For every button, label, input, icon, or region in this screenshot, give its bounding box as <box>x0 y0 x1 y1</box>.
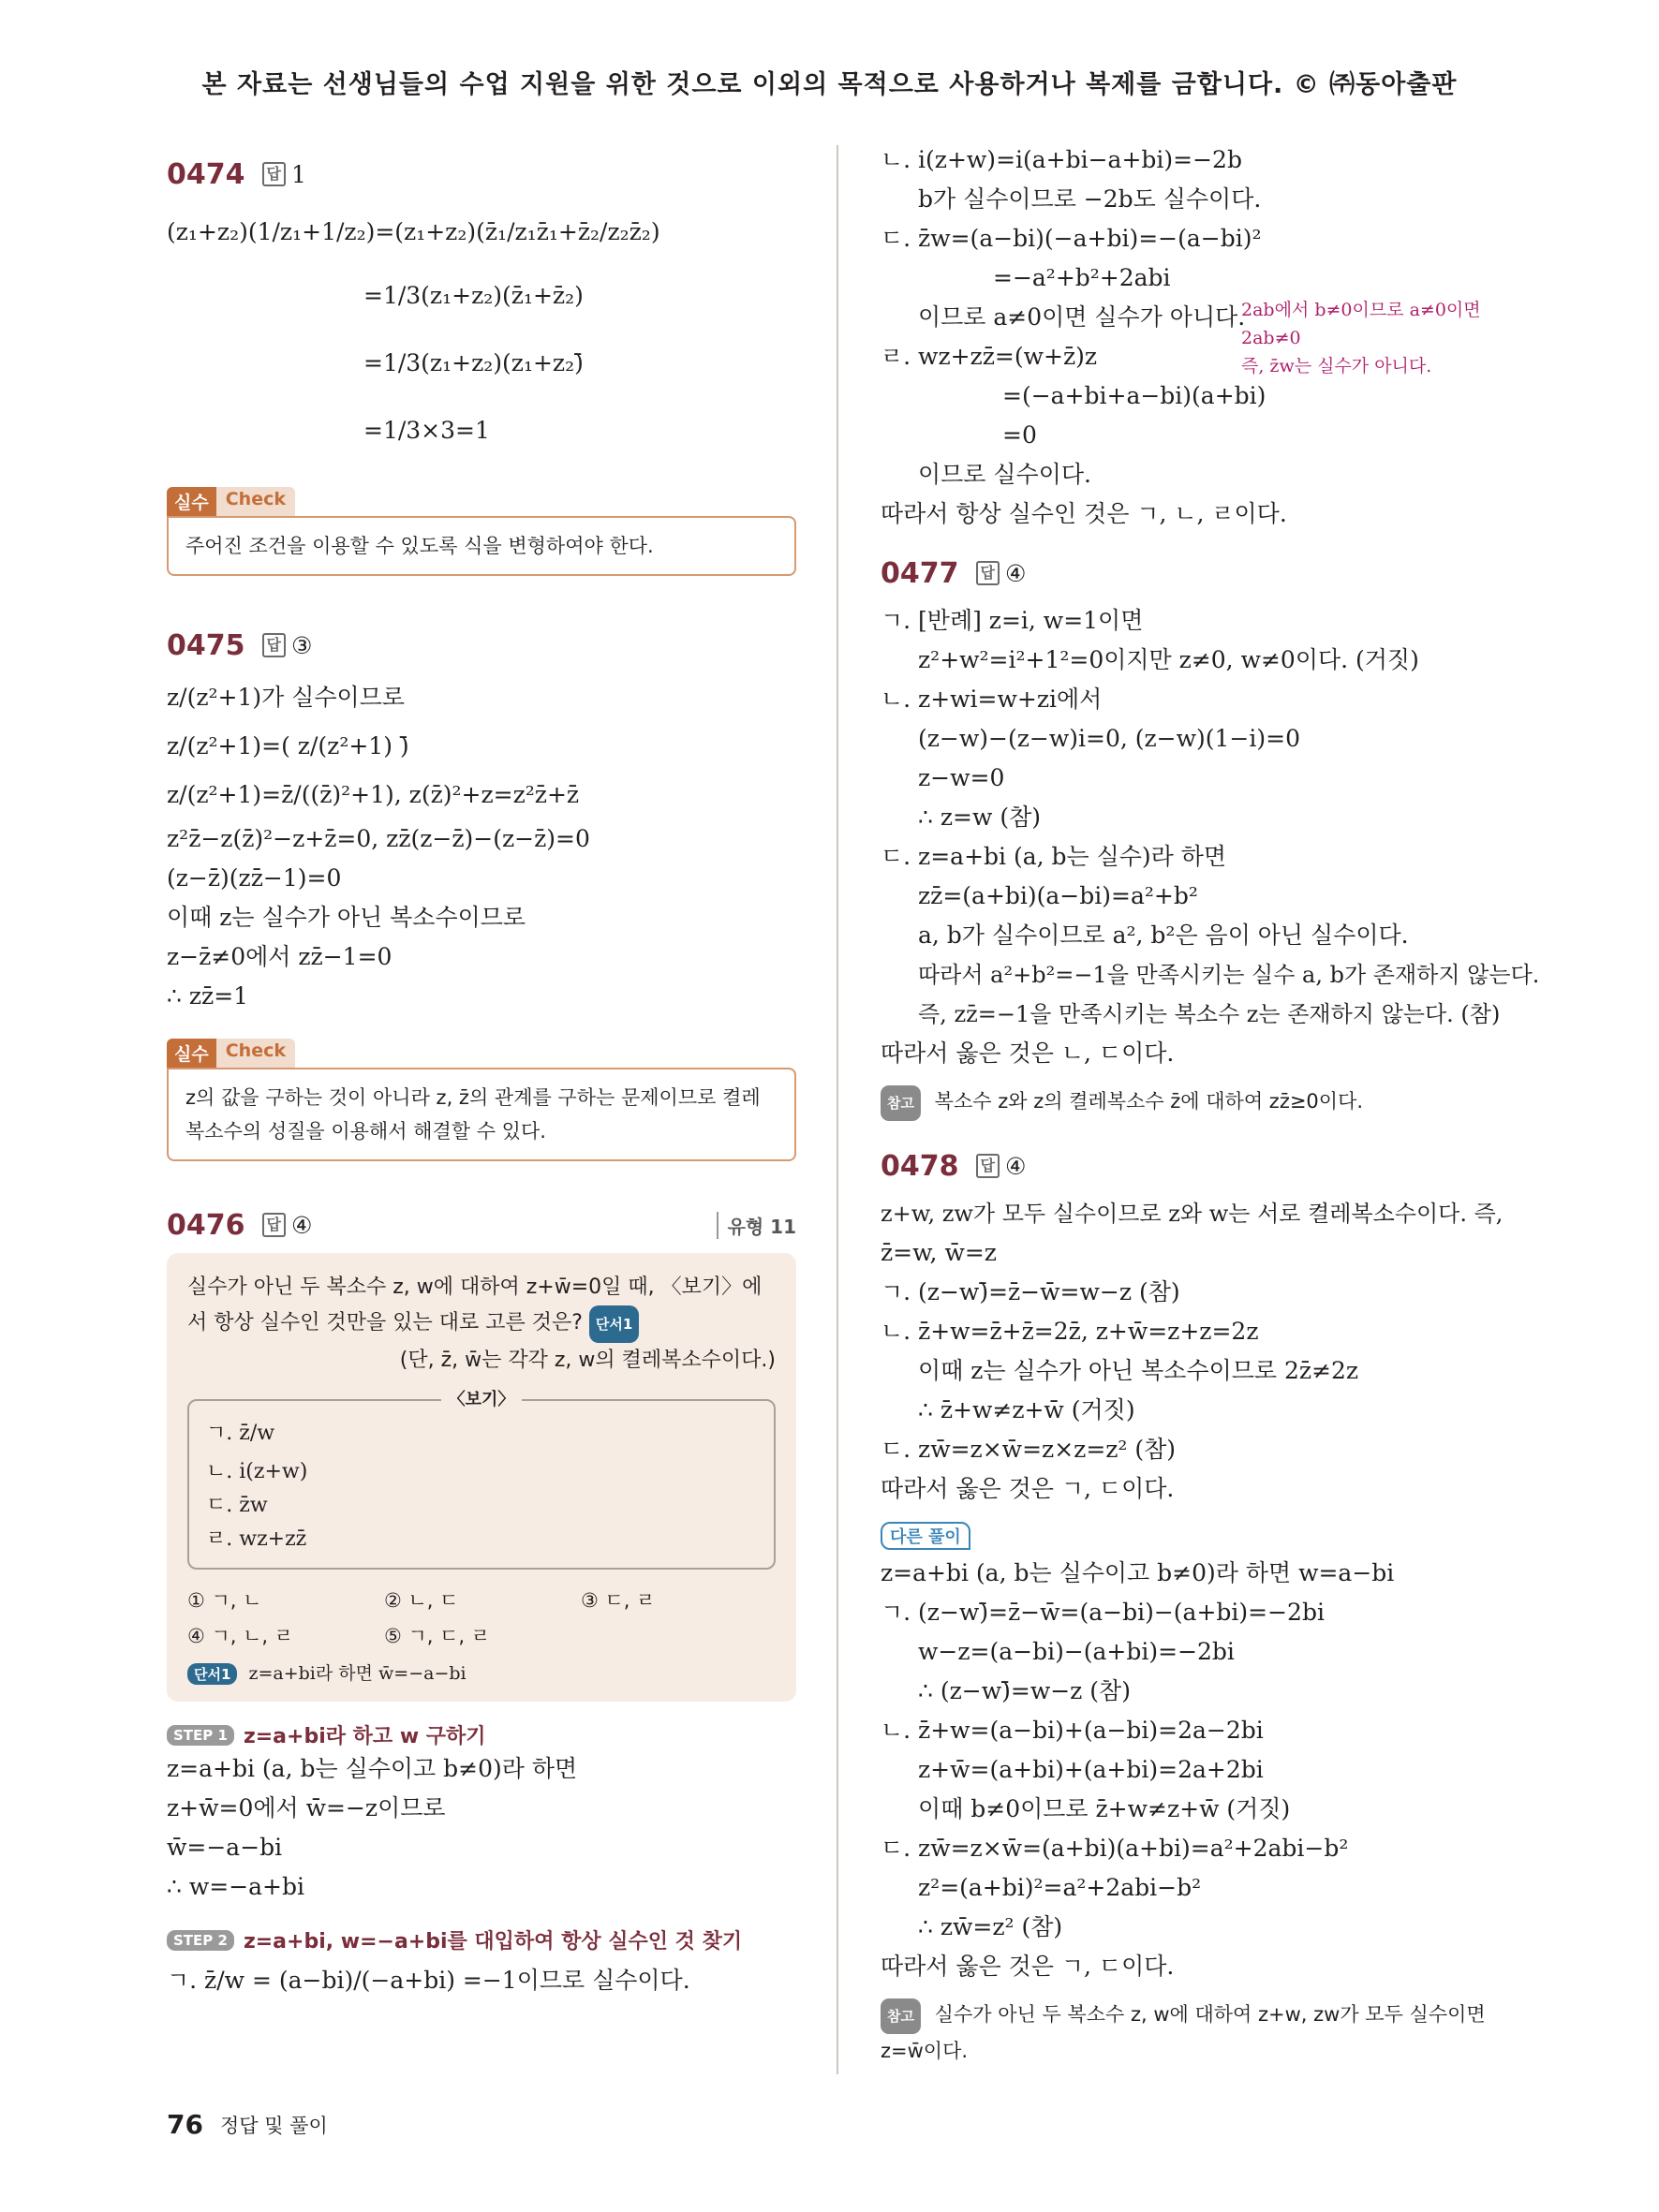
margin-annotation <box>1241 296 1481 380</box>
mistake-check-box <box>167 487 796 576</box>
solution-line: (z−z̄)(zz̄−1)=0 <box>167 864 342 892</box>
solution-line: z/(z²+1)=( z/(z²+1) )̄ <box>167 732 409 759</box>
solution-line: z=a+bi (a, b는 실수이고 b≠0)라 하면 w=a−bi <box>881 1559 1395 1586</box>
reference-note <box>881 1998 1518 2068</box>
check-tag-a: 실수 <box>167 1039 216 1068</box>
problem-type-tag: 유형 11 <box>717 1212 796 1239</box>
solution-line: =(−a+bi+a−bi)(a+bi) <box>1002 382 1266 409</box>
problem-number: 0474 <box>167 157 245 191</box>
solution-line: 이때 z는 실수가 아닌 복소수이므로 <box>167 904 526 931</box>
check-text: z의 값을 구하는 것이 아니라 z, z̄의 관계를 구하는 문제이므로 켤레복소수의 성질을 이용해서 해결할 수 있다. <box>167 1068 796 1161</box>
solution-line: 이므로 실수이다. <box>918 461 1091 488</box>
bogi-item: ㄹ. wz+zz̄ <box>206 1527 307 1551</box>
right-column <box>881 140 1540 2068</box>
check-tag-b: Check <box>216 487 295 516</box>
solution-line: w−z=(a−bi)−(a+bi)=−2bi <box>918 1638 1235 1665</box>
problem-number: 0478 <box>881 1149 959 1183</box>
note-text: 복소수 z와 z의 켤레복소수 z̄에 대하여 zz̄≥0이다. <box>934 1090 1364 1113</box>
annotation-line: 2ab≠0 <box>1241 328 1301 348</box>
solution-line: 따라서 옳은 것은 ㄱ, ㄷ이다. <box>881 1475 1175 1502</box>
problem-header-0474 <box>167 154 796 195</box>
solution-line: ∴ z̄+w≠z+w̄ (거짓) <box>918 1396 1135 1423</box>
step-1-heading <box>167 1720 796 1749</box>
solution-line: =0 <box>1002 421 1037 449</box>
solution-line: ㄴ. z+wi=w+zi에서 <box>881 686 1103 713</box>
solution-line: ∴ zw̄=z² (참) <box>918 1913 1063 1940</box>
solution-line: z²=(a+bi)²=a²+2abi−b² <box>918 1874 1202 1901</box>
annotation-line: 즉, z̄w는 실수가 아니다. <box>1241 356 1432 376</box>
annotation-line: 2ab에서 b≠0이므로 a≠0이면 <box>1241 300 1481 320</box>
solution-line: zz̄=(a+bi)(a−bi)=a²+b² <box>918 882 1198 909</box>
bogi-title: 〈보기〉 <box>441 1390 523 1409</box>
question-text: 실수가 아닌 두 복소수 z, w에 대하여 z+w̄=0일 때, 〈보기〉에서 항상 실수인 것만을 있는 대로 고른 것은? <box>187 1276 763 1335</box>
solution-line: z²+w²=i²+1²=0이지만 z≠0, w≠0이다. (거짓) <box>918 646 1419 673</box>
note-tag: 참고 <box>881 1085 921 1121</box>
solution-line: ∴ w=−a+bi <box>167 1873 304 1900</box>
answer <box>976 1153 1027 1180</box>
problem-number: 0475 <box>167 628 245 662</box>
solution-line: ㄴ. z̄+w=(a−bi)+(a−bi)=2a−2bi <box>881 1717 1264 1744</box>
page-footer <box>167 2109 328 2140</box>
solution-line: a, b가 실수이므로 a², b²은 음이 아닌 실수이다. <box>918 922 1409 949</box>
step-tag: STEP 1 <box>167 1725 234 1746</box>
solution-line: ㄷ. z̄w=(a−bi)(−a+bi)=−(a−bi)² <box>881 225 1262 252</box>
problem-header-0475 <box>167 625 796 666</box>
solution-line: (z−w)−(z−w)i=0, (z−w)(1−i)=0 <box>918 725 1300 752</box>
hint-text: z=a+bi라 하면 w̄=−a−bi <box>248 1663 467 1684</box>
solution-line: ∴ (z−w)̄=w−z (참) <box>918 1677 1131 1704</box>
copyright-banner: 본 자료는 선생님들의 수업 지원을 위한 것으로 이외의 목적으로 사용하거나 복제를 금합니다. © ㈜동아출판 <box>201 70 1458 99</box>
answer-tag: 답 <box>976 1154 1000 1178</box>
answer-value: ④ <box>1004 559 1027 587</box>
solution-line: 이때 z는 실수가 아닌 복소수이므로 2z̄≠2z <box>918 1357 1359 1384</box>
solution-line: z=a+bi (a, b는 실수이고 b≠0)라 하면 <box>167 1755 578 1782</box>
solution-line: =1/3(z₁+z₂)(z̄₁+z̄₂) <box>363 282 584 309</box>
solution-line: 이때 b≠0이므로 z̄+w≠z+w̄ (거짓) <box>918 1795 1291 1822</box>
solution-line: z−z̄≠0에서 zz̄−1=0 <box>167 943 393 970</box>
note-tag: 참고 <box>881 1998 921 2034</box>
check-text: 주어진 조건을 이용할 수 있도록 식을 변형하여야 한다. <box>167 516 796 576</box>
problem-header-0476 <box>167 1204 796 1246</box>
bogi-item: ㄱ. z̄/w <box>206 1422 275 1445</box>
solution-line: z/(z²+1)가 실수이므로 <box>167 684 405 711</box>
answer <box>262 632 313 659</box>
step-title: z=a+bi라 하고 w 구하기 <box>243 1725 486 1748</box>
page-number: 76 <box>167 2109 203 2140</box>
choice-1: ① ㄱ, ㄴ <box>187 1589 262 1612</box>
answer-tag: 답 <box>262 633 286 657</box>
step-2-heading <box>167 1925 796 1954</box>
solution-line: ∴ zz̄=1 <box>167 982 249 1010</box>
solution-line: ㄷ. zw̄=z×w̄=(a+bi)(a+bi)=a²+2abi−b² <box>881 1835 1349 1862</box>
answer-choices <box>187 1583 776 1654</box>
left-column <box>167 140 796 2007</box>
solution-line: ㄴ. i(z+w)=i(a+bi−a+bi)=−2b <box>881 146 1242 173</box>
solution-line: z/(z²+1)=z̄/((z̄)²+1), z(z̄)²+z=z²z̄+z̄ <box>167 781 580 808</box>
check-tag-b: Check <box>216 1039 295 1068</box>
choice-4: ④ ㄱ, ㄴ, ㄹ <box>187 1625 294 1647</box>
solution-line: ㄷ. z=a+bi (a, b는 실수)라 하면 <box>881 843 1227 870</box>
hint-badge: 단서1 <box>187 1663 237 1685</box>
solution-line: 따라서 a²+b²=−1을 만족시키는 실수 a, b가 존재하지 않는다. <box>918 962 1540 988</box>
bogi-box <box>187 1390 776 1570</box>
solution-line: b가 실수이므로 −2b도 실수이다. <box>918 185 1262 213</box>
solution-line: =−a²+b²+2abi <box>993 264 1171 291</box>
question-box <box>167 1253 796 1702</box>
solution-line: ㄱ. z̄/w = (a−bi)/(−a+bi) =−1이므로 실수이다. <box>167 1967 690 1994</box>
bogi-item: ㄷ. z̄w <box>206 1494 268 1517</box>
solution-line: =1/3(z₁+z₂)(z₁+z₂)̄ <box>363 349 584 376</box>
solution-line: 즉, zz̄=−1을 만족시키는 복소수 z는 존재하지 않는다. (참) <box>918 1001 1501 1027</box>
solution-line: z²z̄−z(z̄)²−z+z̄=0, zz̄(z−z̄)−(z−z̄)=0 <box>167 825 590 852</box>
choice-2: ② ㄴ, ㄷ <box>384 1589 459 1612</box>
bogi-item: ㄴ. i(z+w) <box>206 1460 308 1483</box>
answer <box>976 560 1027 587</box>
solution-line: ∴ z=w (참) <box>918 804 1041 831</box>
solution-line: z+w, zw가 모두 실수이므로 z와 w는 서로 켤레복소수이다. 즉, <box>881 1201 1503 1227</box>
answer-value: 1 <box>290 160 306 188</box>
question-condition: (단, z̄, w̄는 각각 z, w의 켤레복소수이다.) <box>399 1349 776 1372</box>
column-divider <box>837 145 838 2074</box>
answer <box>262 161 306 188</box>
solution-line: =1/3×3=1 <box>363 417 490 444</box>
note-text: 실수가 아닌 두 복소수 z, w에 대하여 z+w, zw가 모두 실수이면 z=w̄이다. <box>881 2003 1486 2062</box>
answer-value: ③ <box>290 631 313 659</box>
solution-line: ㄹ. wz+zz̄=(w+z̄)z <box>881 343 1098 370</box>
answer-tag: 답 <box>262 1213 286 1237</box>
solution-line: 따라서 옳은 것은 ㄱ, ㄷ이다. <box>881 1953 1175 1980</box>
answer-value: ④ <box>290 1211 313 1239</box>
hint-badge: 단서1 <box>589 1305 639 1343</box>
choice-3: ③ ㄷ, ㄹ <box>581 1589 656 1612</box>
step-tag: STEP 2 <box>167 1930 234 1951</box>
check-tag-a: 실수 <box>167 487 216 516</box>
answer-tag: 답 <box>976 561 1000 585</box>
solution-line: ㄷ. zw̄=z×w̄=z×z=z² (참) <box>881 1436 1177 1463</box>
solution-line: w̄=−a−bi <box>167 1834 283 1861</box>
solution-line: ㄴ. z̄+w=z̄+z̄=2z̄, z+w̄=z+z=2z <box>881 1318 1259 1345</box>
choice-5: ⑤ ㄱ, ㄷ, ㄹ <box>384 1625 491 1647</box>
problem-number: 0477 <box>881 556 959 590</box>
problem-header-0477 <box>881 553 1518 594</box>
alternate-solution-tag: 다른 풀이 <box>881 1522 970 1550</box>
solution-line: 따라서 옳은 것은 ㄴ, ㄷ이다. <box>881 1040 1175 1067</box>
answer <box>262 1212 313 1239</box>
solution-line: ㄱ. [반례] z=i, w=1이면 <box>881 607 1144 634</box>
step-title: z=a+bi, w=−a+bi를 대입하여 항상 실수인 것 찾기 <box>243 1930 743 1954</box>
mistake-check-box <box>167 1039 796 1161</box>
problem-number: 0476 <box>167 1208 245 1242</box>
answer-value: ④ <box>1004 1152 1027 1180</box>
solution-line: (z₁+z₂)(1/z₁+1/z₂)=(z₁+z₂)(z̄₁/z₁z̄₁+z̄₂/z₂z̄₂) <box>167 218 660 245</box>
solution-line: ㄱ. (z−w)̄=z̄−w̄=(a−bi)−(a+bi)=−2bi <box>881 1599 1325 1626</box>
reference-note <box>881 1084 1518 1121</box>
answer-tag: 답 <box>262 162 286 186</box>
footer-text: 정답 및 풀이 <box>219 2114 328 2137</box>
solution-line: ㄱ. (z−w)̄=z̄−w̄=w−z (참) <box>881 1278 1180 1305</box>
problem-header-0478 <box>881 1145 1518 1187</box>
solution-line: z+w̄=(a+bi)+(a+bi)=2a+2bi <box>918 1756 1264 1783</box>
solution-line: 이므로 a≠0이면 실수가 아니다. <box>918 303 1246 331</box>
solution-line: z̄=w, w̄=z <box>881 1239 997 1266</box>
solution-line: z−w=0 <box>918 764 1005 791</box>
solution-line: z+w̄=0에서 w̄=−z이므로 <box>167 1794 446 1821</box>
solution-line: 따라서 항상 실수인 것은 ㄱ, ㄴ, ㄹ이다. <box>881 500 1287 527</box>
